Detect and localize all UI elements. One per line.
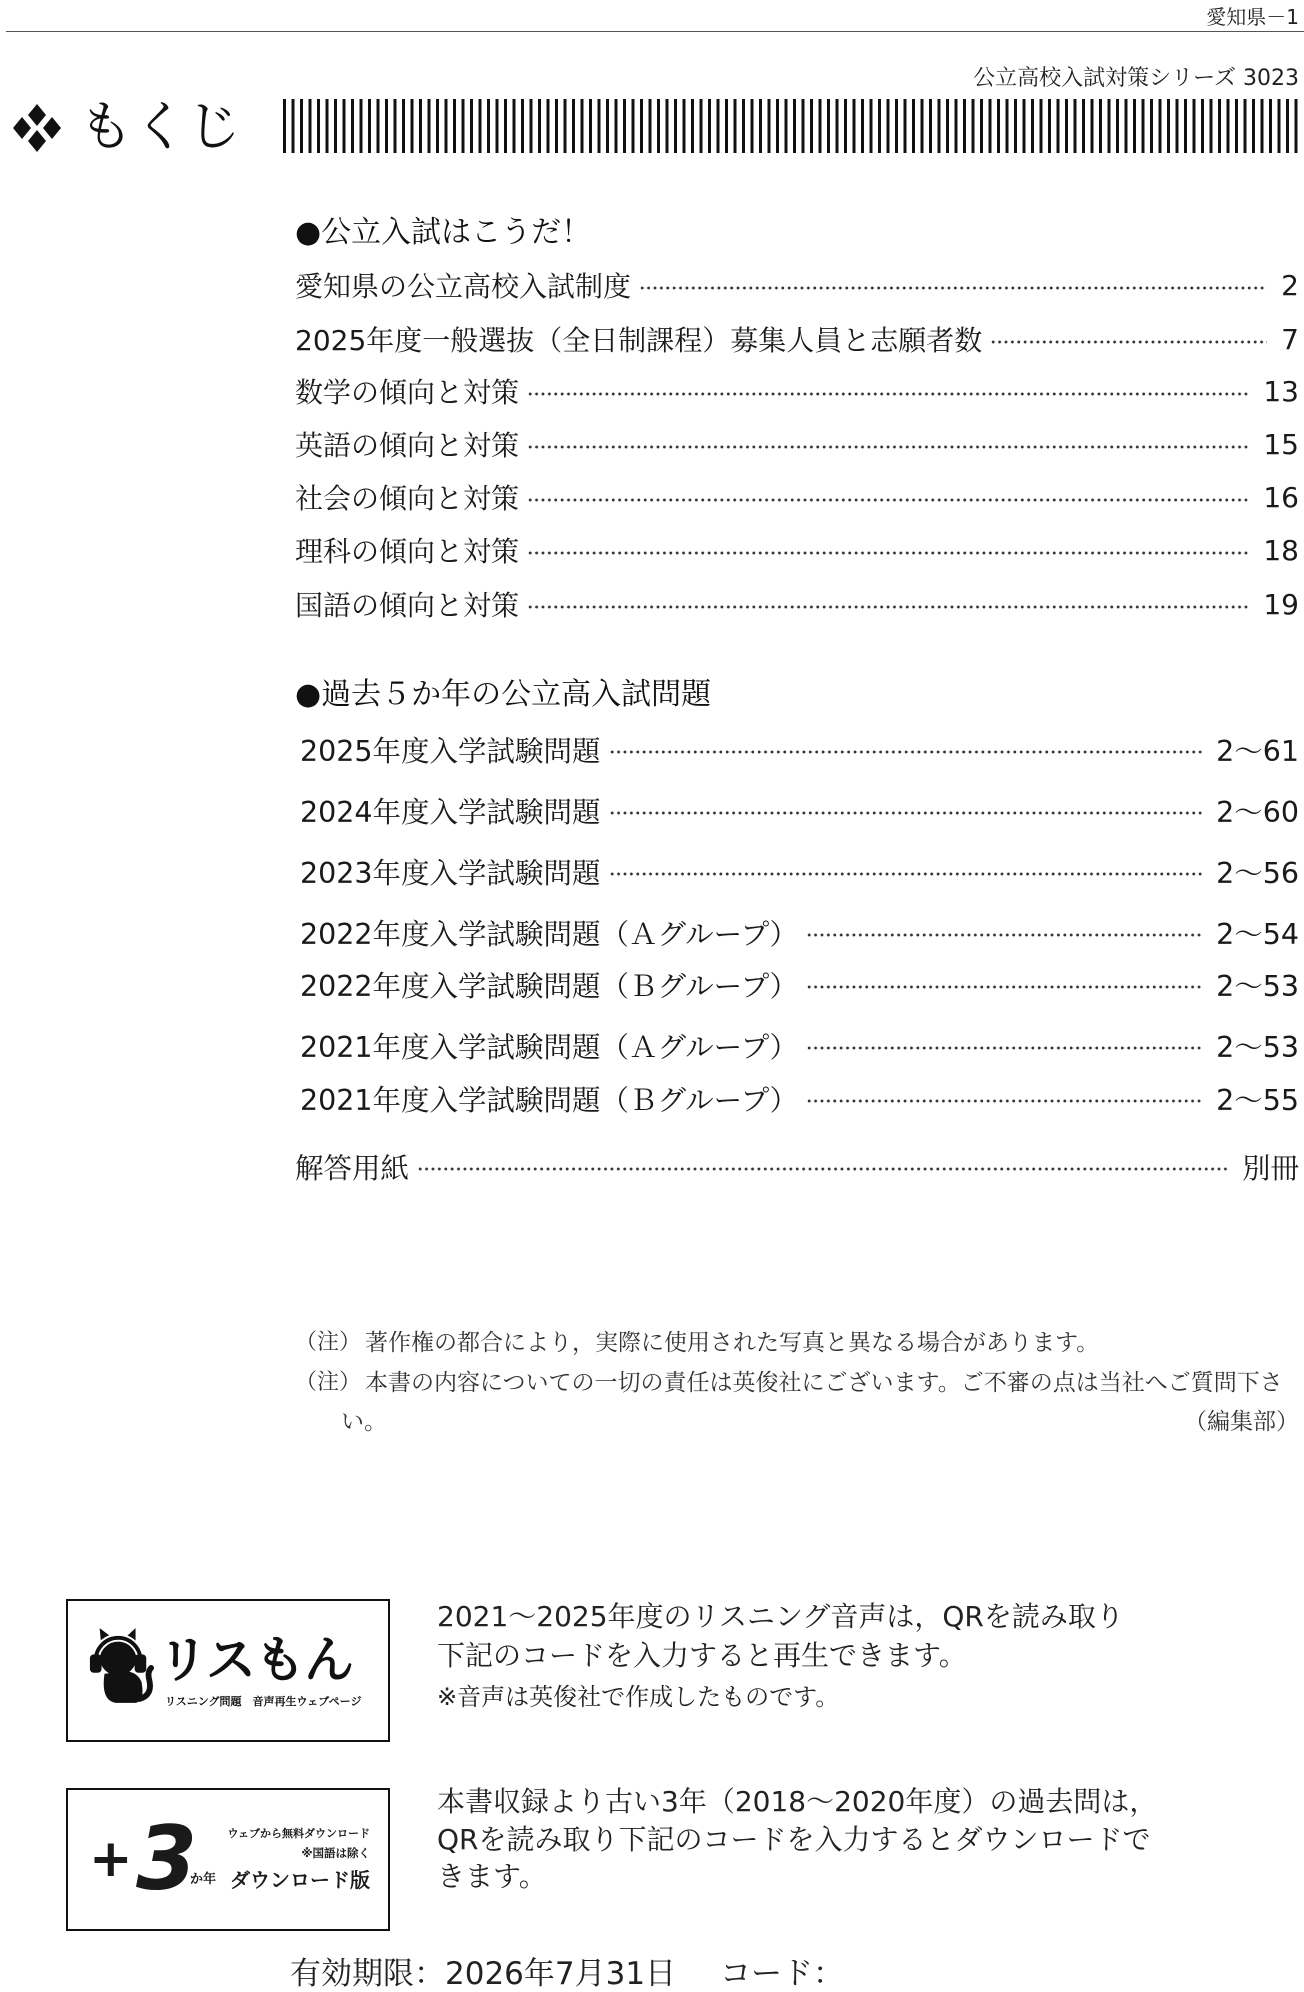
download-badge-plus: +	[89, 1829, 133, 1889]
note-text: い。	[341, 1409, 387, 1435]
toc-entry-page: 13	[1263, 374, 1299, 408]
toc-entry-title: 解答用紙	[295, 1151, 410, 1185]
note-signature: （編集部）	[1184, 1409, 1299, 1435]
download-info-line: QRを読み取り下記のコードを入力するとダウンロードで	[437, 1823, 1151, 1856]
download-info-line: きます。	[437, 1860, 547, 1893]
toc-entry-title: 2025年度入学試験問題	[300, 734, 601, 768]
listening-logo-subtitle: リスニング問題 音声再生ウェブページ	[165, 1695, 362, 1708]
toc-entry	[300, 790, 1299, 830]
toc-entry	[300, 851, 1299, 891]
toc-entry-answer-sheet	[295, 1146, 1299, 1186]
series-title: 公立高校入試対策シリーズ 3023	[973, 66, 1299, 91]
cat-headphones-icon	[87, 1625, 155, 1705]
toc-entry-title: 国語の傾向と対策	[295, 589, 520, 622]
toc-entry-page: 7	[1281, 322, 1299, 356]
toc-entry-page: 2～55	[1216, 1083, 1299, 1117]
download-badge-number: 3	[136, 1807, 198, 1910]
download-info-line: 本書収録より古い3年（2018～2020年度）の過去問は，	[437, 1785, 1158, 1818]
toc-entry	[300, 964, 1299, 1004]
listening-info-line: 2021～2025年度のリスニング音声は，QRを読み取り	[437, 1600, 1124, 1633]
toc-entry-title: 2022年度入学試験問題（Ａグループ）	[300, 917, 799, 951]
toc-entry-page: 19	[1263, 587, 1299, 621]
dot-leader	[806, 932, 1202, 938]
dot-leader	[527, 604, 1249, 610]
toc-entry-title: 数学の傾向と対策	[295, 376, 520, 409]
dot-leader	[990, 339, 1267, 345]
page-number-label: 愛知県－1	[1206, 5, 1299, 29]
dot-leader	[639, 285, 1267, 291]
toc-entry-page: 2～60	[1216, 795, 1299, 829]
toc-entry	[295, 530, 1299, 570]
download-badge-top: ウェブから無料ダウンロード	[227, 1827, 370, 1840]
toc-entry-page: 2～53	[1216, 969, 1299, 1003]
dot-leader	[609, 871, 1203, 877]
toc-entry-page: 別冊	[1241, 1151, 1299, 1185]
toc-entry-title: 2021年度入学試験問題（Ｂグループ）	[300, 1083, 799, 1117]
toc-entry-page: 2～56	[1216, 856, 1299, 890]
download-badge-unit: か年	[190, 1872, 217, 1887]
download-badge-box	[66, 1788, 390, 1931]
note-text: 著作権の都合により，実際に使用された写真と異なる場合があります。	[365, 1330, 1100, 1356]
section-heading: ●公立入試はこうだ！	[295, 215, 592, 250]
toc-entry-page: 16	[1263, 480, 1299, 514]
toc-entry-title: 2021年度入学試験問題（Ａグループ）	[300, 1030, 799, 1064]
dot-leader	[527, 550, 1249, 556]
section-heading: ●過去５か年の公立高入試問題	[295, 677, 712, 712]
toc-entry	[300, 912, 1299, 952]
toc-entry-page: 2～54	[1216, 917, 1299, 951]
dot-leader	[806, 984, 1202, 990]
toc-entry	[300, 729, 1299, 769]
title-bar-pattern	[283, 99, 1299, 153]
note-text: 本書の内容についての一切の責任は英俊社にございます。ご不審の点は当社へご質問下さ	[365, 1370, 1283, 1396]
toc-entry-title: 2024年度入学試験問題	[300, 795, 601, 829]
dot-leader	[527, 391, 1249, 397]
toc-entry-title: 2023年度入学試験問題	[300, 856, 601, 890]
download-badge-note: ※国語は除く	[301, 1846, 370, 1860]
dot-leader	[609, 810, 1203, 816]
dot-leader	[527, 497, 1249, 503]
toc-entry-page: 2～61	[1216, 734, 1299, 768]
toc-entry	[295, 584, 1299, 624]
toc-entry	[295, 424, 1299, 464]
toc-entry	[300, 1078, 1299, 1118]
toc-entry-page: 2	[1281, 268, 1299, 302]
toc-entry-title: 愛知県の公立高校入試制度	[295, 270, 632, 303]
note-mark: （注）	[295, 1330, 362, 1355]
listening-info-line: 下記のコードを入力すると再生できます。	[437, 1639, 967, 1672]
note-mark: （注）	[295, 1370, 362, 1395]
toc-entry-title: 2025年度一般選抜（全日制課程）募集人員と志願者数	[295, 324, 983, 357]
toc-entry-page: 2～53	[1216, 1030, 1299, 1064]
toc-entry-title: 英語の傾向と対策	[295, 429, 520, 462]
dot-leader	[417, 1166, 1228, 1172]
toc-entry-page: 18	[1263, 533, 1299, 567]
footer-line	[290, 1956, 844, 1992]
dot-leader	[527, 444, 1249, 450]
page-title: もくじ	[79, 95, 241, 158]
dot-leader	[806, 1045, 1202, 1051]
toc-entry-title: 理科の傾向と対策	[295, 535, 520, 568]
toc-entry-title: 社会の傾向と対策	[295, 482, 520, 515]
code-label: コード：	[720, 1956, 845, 1992]
toc-entry-title: 2022年度入学試験問題（Ｂグループ）	[300, 969, 799, 1003]
download-badge-label: ダウンロード版	[230, 1868, 370, 1892]
toc-entry	[295, 265, 1299, 305]
listening-logo-box	[66, 1599, 390, 1742]
toc-entry	[295, 319, 1299, 359]
listening-logo-text: リスもん	[158, 1631, 353, 1689]
dot-leader	[806, 1098, 1202, 1104]
toc-entry	[295, 477, 1299, 517]
toc-entry	[300, 1025, 1299, 1065]
top-rule	[6, 31, 1304, 32]
expiry-date: 有効期限：2026年7月31日	[290, 1956, 677, 1992]
diamond-ornament-icon	[10, 103, 64, 153]
listening-info-note: ※音声は英俊社で作成したものです。	[437, 1683, 840, 1711]
toc-entry-page: 15	[1263, 427, 1299, 461]
dot-leader	[609, 749, 1203, 755]
toc-entry	[295, 371, 1299, 411]
